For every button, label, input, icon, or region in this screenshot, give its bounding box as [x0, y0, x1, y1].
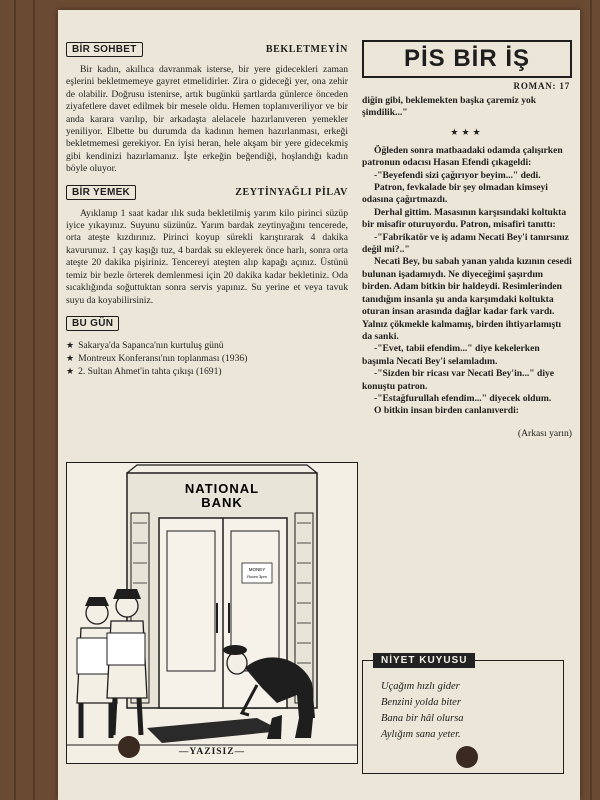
- bank-sign-line1: NATIONAL: [184, 481, 260, 496]
- today-event: ★ Montreux Konferansı'nın toplanması (1936): [66, 352, 248, 364]
- cartoon-signature: —YAZISIZ—: [178, 747, 246, 757]
- poem-line: Benzini yolda biter: [381, 697, 461, 708]
- poem-line: Bana bir hâl olursa: [381, 713, 464, 724]
- roman-paragraph: -"Sizden bir ricası var Necati Bey'in..." diye konuştu patron.: [362, 368, 555, 392]
- roman-paragraph: -"Fabrikatör ve iş adamı Necati Bey'i tanırsınız değil mi?..": [362, 231, 569, 256]
- today-event: ★ 2. Sultan Ahmet'in tahta çıkışı (1691): [66, 365, 222, 377]
- star-icon: ★: [66, 365, 75, 376]
- sohbet-header: [66, 40, 348, 58]
- cartoon-illustration: [67, 463, 357, 763]
- roman-paragraph: Öğleden sonra matbaadaki odamda çalışırken patronun odacısı Hasan Efendi çıkageldi:: [362, 144, 563, 169]
- bank-sign-line2: BANK: [201, 495, 243, 510]
- niyet-label: NİYET KUYUSU: [373, 653, 475, 668]
- sohbet-text: Bir kadın, akıllıca davranmak isterse, bir yere gidecekleri zaman eşlerini bekletmemeye gayret etmelidirler. Zira o gideceği yer, ona zehir de olabilir. Doğrusu istenirse, artık bugünkü şartlarda günlerce önceden ziyafetlere davet edilmek bir mesele oldu. Hemen toplanıveriliyor ve bir anda karara varılıp, bir arkadaşta alelacele hazırlanıveren yemekler yeniliyor. Elbette bu durumda da kadının hemen hazırlanması, erkeği bekletmemesi gerekiyor. En iyisi heran, hele akşam bir yere gidecekmiş gibi kendinizi hazırlamanız. İşte erkeğin beğendiği, hoşlandığı kadın böyle oluyor.: [66, 64, 348, 175]
- right-column: [362, 40, 572, 439]
- poem-line: Aylığım sana yeter.: [381, 729, 461, 740]
- bugun-label: BU GÜN: [66, 316, 119, 331]
- continued-note: (Arkası yarın): [517, 427, 572, 439]
- poem: [381, 679, 464, 743]
- newspaper-clipping: [58, 10, 580, 800]
- roman-paragraph: -"Evet, tabii efendim..." diye kekelerken başımla Necati Bey'i selamladım.: [362, 343, 540, 367]
- star-icon: ★: [66, 352, 75, 363]
- roman-paragraph: Derhal gittim. Masasının karşısındaki koltukta bir misafir oturuyordu. Patron, misafiri tanıttı:: [362, 206, 567, 231]
- star-icon: ★: [66, 339, 75, 350]
- section-stars: ★★★: [450, 126, 484, 137]
- today-event: ★ Sakarya'da Sapanca'nın kurtuluş günü: [66, 339, 224, 351]
- yemek-title: ZEYTİNYAĞLI PİLAV: [235, 187, 348, 199]
- punch-hole: [118, 736, 140, 758]
- sohbet-title: BEKLETMEYİN: [265, 43, 348, 55]
- sohbet-label: BİR SOHBET: [66, 42, 143, 57]
- roman-paragraph: Necati Bey, bu sabah yanan yalıda kızının cesedi bulunan işadamıydı. Ne diyeceğimi şaşırdım birden. Adam bitkin bir haldeydi. Resimlerinden tanıdığım insanla şu anda karşımdaki koltukta oturan insan arasında dağlar kadar fark vardı. Yalnız çökmekle kalmamış, birden ihtiyarlamıştı da sanki.: [362, 256, 572, 342]
- door-note-line2: Room 3pm: [247, 574, 267, 579]
- roman-paragraph: diğin gibi, beklemekten başka çaremiz yok şimdilik...": [362, 95, 537, 119]
- door-note-line1: MONEY: [248, 567, 266, 572]
- roman-paragraph: -"Beyefendi sizi çağırıyor beyim..." dedi.: [374, 169, 541, 181]
- serial-logo: PİS BİR İŞ: [362, 40, 572, 78]
- bugun-header: [66, 315, 348, 333]
- poem-line: Uçağım hızlı gider: [381, 681, 460, 692]
- cartoon-panel: [66, 462, 358, 764]
- yemek-header: [66, 184, 348, 202]
- recipe-text: Ayıklanıp 1 saat kadar ılık suda bekletilmiş yarım kilo pirinci süzüp iyice yıkayınız. Suyunu süzünüz. Yarım bardak zeytinyağını tencerede, orta ateşte kızdırınız. Pirinci koyup sürekli karıştırarak 4 dakika kavurunuz. 1 çay kaşığı tuz, 4 bardak su ekleyerek önce harlı, sonra orta ateşte 20 dakika pişiriniz. Tencereyi ateşten alıp kapağı açınız. Üstünü temiz bir bezle örterek demlenmesi için 20 dakika kadar bekletiniz. Oda sıcaklığında soğuttuktan sonra servis yapınız. Su yerine et veya tavuk suyu da koyabilirsiniz.: [66, 207, 348, 306]
- yemek-label: BİR YEMEK: [66, 185, 136, 200]
- roman-paragraph: -"Estağfurullah efendim..." diyecek oldum.: [374, 392, 552, 404]
- left-column: [66, 40, 348, 378]
- punch-hole: [456, 746, 478, 768]
- roman-paragraph: Patron, fevkalade bir şey olmadan kimseyi odasına çağırtmazdı.: [362, 182, 548, 206]
- roman-episode: ROMAN: 17: [513, 81, 570, 91]
- roman-paragraph: O bitkin insan birden canlanıverdi:: [374, 405, 520, 417]
- today-events-list: [66, 339, 348, 378]
